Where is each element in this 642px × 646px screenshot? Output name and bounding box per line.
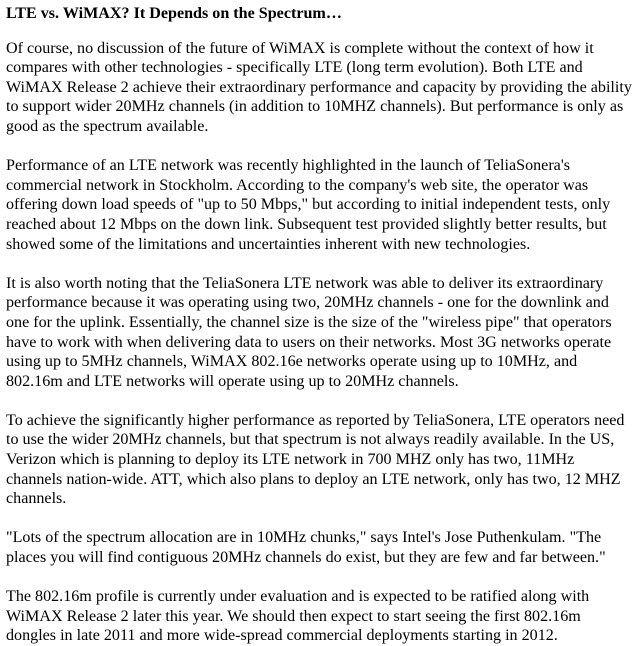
text-line: performance because it was operating using two, 20MHz channels - one for the downlink and (6, 294, 609, 312)
text-line: to use the wider 20MHz channels, but that spectrum is not always readily available. In the US, (6, 431, 615, 449)
paragraph-channel-size (6, 274, 634, 392)
text-line: WiMAX Release 2 later this year. We should then expect to start seeing the first 802.16m (6, 607, 581, 625)
text-line: "Lots of the spectrum allocation are in 10MHz chunks," says Intel's Jose Puthenkulam. "The (6, 529, 602, 547)
text-line: one for the uplink. Essentially, the channel size is the size of the "wireless pipe" that operators (6, 313, 612, 331)
text-line: compares with other technologies - specifically LTE (long term evolution). Both LTE and (6, 59, 583, 77)
article-title: LTE vs. WiMAX? It Depends on the Spectrum… (6, 5, 342, 22)
text-line: dongles in late 2011 and more wide-spread commercial deployments starting in 2012. (6, 627, 558, 645)
paragraph-intel-quote (6, 528, 634, 567)
paragraph-spectrum-availability (6, 411, 634, 509)
text-line: have to work with when delivering data to users on their networks. Most 3G networks operate (6, 333, 612, 351)
text-line: offering down load speeds of "up to 50 Mbps," but according to initial independent tests, only (6, 196, 611, 214)
paragraph-80216m-profile (6, 587, 634, 646)
text-line: To achieve the significantly higher performance as reported by TeliaSonera, LTE operators need (6, 411, 625, 429)
text-line: showed some of the limitations and uncertainties inherent with new technologies. (6, 235, 531, 253)
paragraph-lte-performance (6, 156, 634, 254)
text-line: WiMAX Release 2 achieve their extraordinary performance and capacity by providing the ability (6, 78, 632, 96)
text-line: good as the spectrum available. (6, 117, 209, 135)
text-line: Of course, no discussion of the future of WiMAX is complete without the context of how it (6, 39, 594, 57)
text-line: using up to 5MHz channels, WiMAX 802.16e networks operate using up to 10MHz, and (6, 353, 578, 371)
text-line: The 802.16m profile is currently under evaluation and is expected to be ratified along with (6, 588, 590, 606)
text-line: Performance of an LTE network was recently highlighted in the launch of TeliaSonera's (6, 157, 570, 175)
text-line: channels nation-wide. ATT, which also plans to deploy an LTE network, only has two, 12 MHZ (6, 470, 621, 488)
text-line: channels. (6, 490, 67, 508)
paragraph-wimax-context (6, 39, 634, 137)
text-line: reached about 12 Mbps on the down link. Subsequent test provided slightly better results, but (6, 215, 607, 233)
text-line: 802.16m and LTE networks will operate using up to 20MHz channels. (6, 372, 459, 390)
text-line: commercial network in Stockholm. According to the company's web site, the operator was (6, 176, 589, 194)
text-line: Verizon which is planning to deploy its LTE network in 700 MHZ only has two, 11MHz (6, 451, 575, 469)
text-line: places you will find contiguous 20MHz channels do exist, but they are few and far between." (6, 549, 606, 567)
text-line: to support wider 20MHz channels (in addition to 10MHZ channels). But performance is only as (6, 98, 624, 116)
text-line: It is also worth noting that the TeliaSonera LTE network was able to deliver its extraordinary (6, 274, 604, 292)
